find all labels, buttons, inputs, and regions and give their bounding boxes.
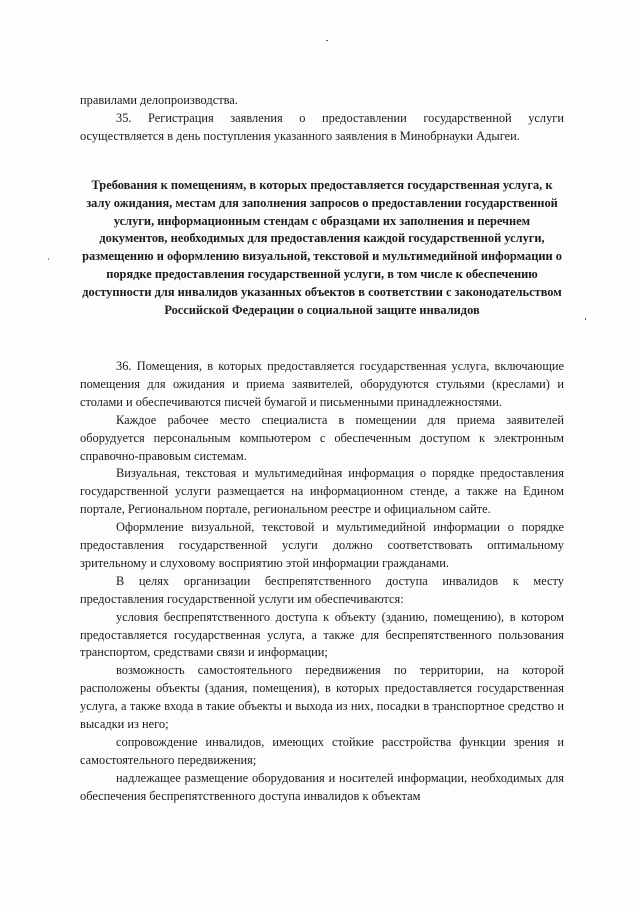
paragraph-36: 36. Помещения, в которых предоставляется государственная услуга, включающие помещения для ожидания и приема заявителей, оборудуются стульями (креслами) и столами и обеспечиваются писчей бумагой и письменными принадлежностями. (80, 358, 564, 409)
paragraph-visual-info: Визуальная, текстовая и мультимедийная информация о порядке предоставления государственной услуги размещается на информационном стенде, а также на Едином портале, Региональном портале, региональном реестре и официальном сайте. (80, 466, 564, 517)
scan-speck (585, 318, 586, 320)
document-body (80, 92, 564, 806)
paragraph-continuation: правилами делопроизводства. (80, 93, 238, 107)
paragraph-accessibility: В целях организации беспрепятственного доступа инвалидов к месту предоставления государственной услуги им обеспечиваются: (80, 573, 564, 606)
paragraph-movement: возможность самостоятельного передвижения по территории, на которой расположены объекты (здания, помещения), в которых предоставляется государственная услуга, а также входа в такие объекты и выхода из них, посадки в транспортное средство и высадки из него; (80, 663, 564, 732)
paragraph-equipment: надлежащее размещение оборудования и носителей информации, необходимых для обеспечения беспрепятственного доступа инвалидов к объектам (80, 770, 564, 803)
paragraph-design: Оформление визуальной, текстовой и мультимедийной информации о порядке предоставления государственной услуги должно соответствовать оптимальному зрительному и слуховому восприятию этой информации гражданами. (80, 520, 564, 570)
paragraph-escort: сопровождение инвалидов, имеющих стойкие расстройства функции зрения и самостоятельного передвижения; (80, 735, 564, 767)
section-heading: Требования к помещениям, в которых предоставляется государственная услуга, к залу ожидания, местам для заполнения запросов о предоставлении государственной услуги, информационным стендам с образцами их заполнения и перечнем документов, необходимых для предоставления каждой государственной услуги, размещению и оформлению визуальной, текстовой и мультимедийной информации о порядке предоставления государственной услуги, в том числе к обеспечению доступности для инвалидов указанных объектов в соответствии с законодательством Российской Федерации о социальной защите инвалидов (82, 177, 562, 318)
scan-speck (326, 40, 328, 41)
scan-speck (48, 258, 49, 260)
paragraph-workplace: Каждое рабочее место специалиста в помещении для приема заявителей оборудуется персональным компьютером с обеспеченным доступом к электронным справочно-правовым системам. (80, 412, 564, 463)
paragraph-35: 35. Регистрация заявления о предоставлении государственной услуги осуществляется в день поступления указанного заявления в Минобрнауки Адыгеи. (80, 110, 564, 143)
paragraph-conditions: условия беспрепятственного доступа к объекту (зданию, помещению), в котором предоставляется государственная услуга, а также для беспрепятственного пользования транспортом, средствами связи и информации; (80, 609, 564, 660)
